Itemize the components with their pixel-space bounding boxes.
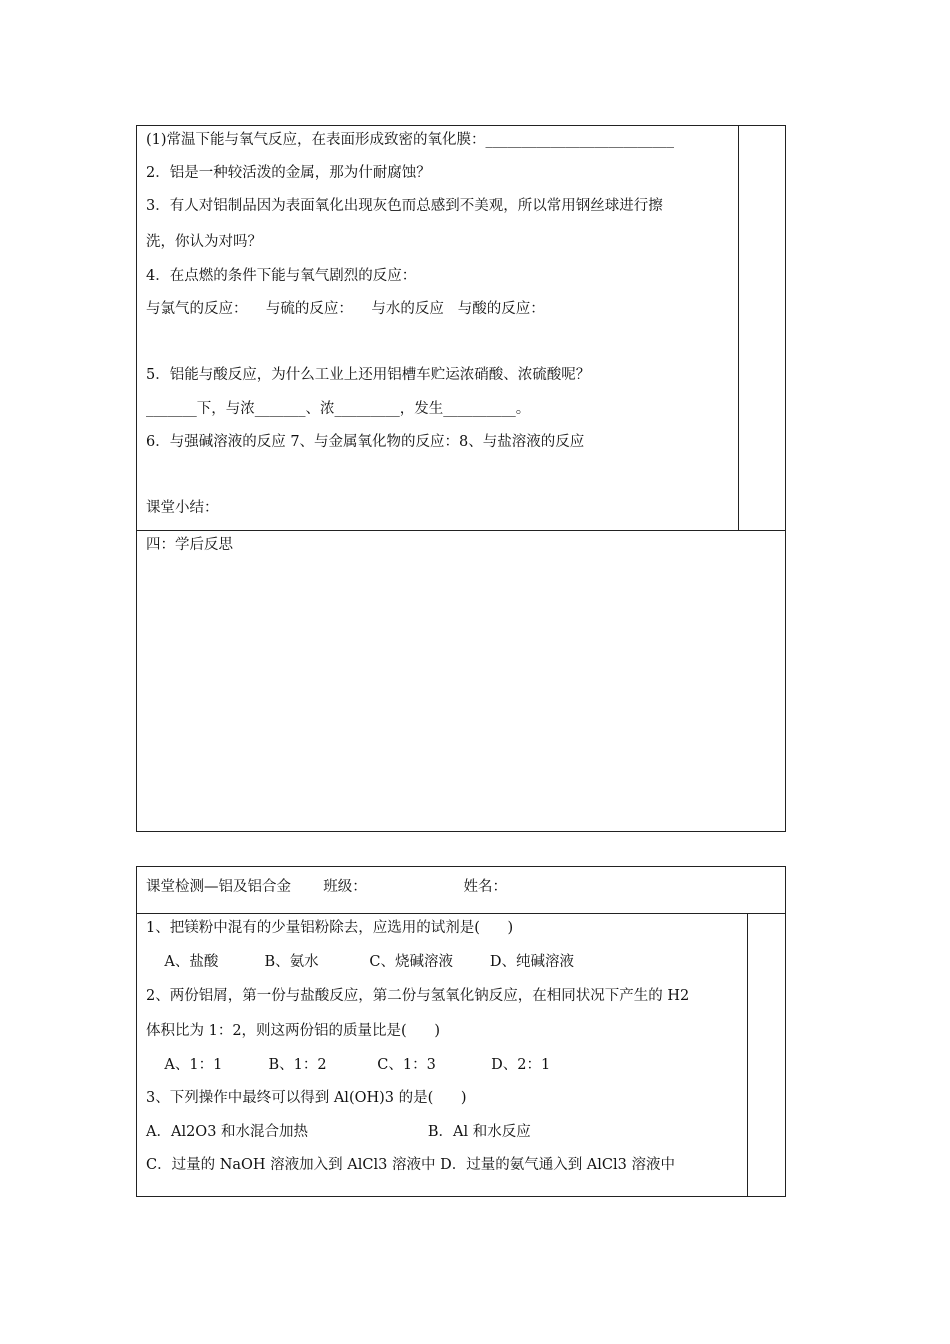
section1-line9: 6．与强碱溶液的反应 7、与金属氧化物的反应：8、与盐溶液的反应 [146, 434, 585, 450]
upper-row-divider [136, 530, 786, 531]
quiz-question-2-options: A、1：1 B、1：2 C、1：3 D、2：1 [146, 1057, 551, 1073]
quiz-question-1-options: A、盐酸 B、氨水 C、烧碱溶液 D、纯碱溶液 [146, 954, 574, 970]
section1-line5: 4．在点燃的条件下能与氧气剧烈的反应： [146, 268, 417, 284]
quiz-question-2-line2: 体积比为 1：2，则这两份铝的质量比是( ) [146, 1023, 441, 1039]
quiz-question-1: 1、把镁粉中混有的少量铝粉除去，应选用的试剂是( ) [146, 920, 514, 936]
quiz-header-divider [136, 913, 786, 914]
section1-line2: 2．铝是一种较活泼的金属，那为什耐腐蚀？ [146, 165, 431, 181]
quiz-question-3: 3、下列操作中最终可以得到 Al(OH)3 的是( ) [146, 1090, 467, 1106]
section1-line3: 3．有人对铝制品因为表面氧化出现灰色而总感到不美观，所以常用钢丝球进行擦 [146, 198, 663, 214]
quiz-column-divider [747, 913, 748, 1197]
reflection-title: 四：学后反思 [146, 537, 233, 553]
section1-line6: 与氯气的反应： 与硫的反应： 与水的反应 与酸的反应： [146, 301, 545, 317]
quiz-question-3-options-cd: C．过量的 NaOH 溶液加入到 AlCl3 溶液中 D．过量的氨气通入到 AlCl3 溶液中 [146, 1157, 675, 1173]
section1-line8: _______下，与浓_______、浓_________，发生__________。 [146, 401, 531, 417]
quiz-question-3-options-ab: A．Al2O3 和水混合加热 B．Al 和水反应 [146, 1124, 531, 1140]
worksheet-table-upper [136, 125, 786, 832]
class-summary-label: 课堂小结： [146, 500, 219, 516]
upper-column-divider [738, 125, 739, 531]
section1-line7: 5．铝能与酸反应，为什么工业上还用铝槽车贮运浓硝酸、浓硫酸呢？ [146, 367, 591, 383]
section1-line4: 洗，你认为对吗？ [146, 234, 262, 250]
quiz-header: 课堂检测—铝及铝合金 班级： 姓名： [146, 879, 508, 895]
section1-line1: (1)常温下能与氧气反应，在表面形成致密的氧化膜：__________________________ [146, 132, 675, 148]
quiz-question-2-line1: 2、两份铝屑，第一份与盐酸反应，第二份与氢氧化钠反应，在相同状况下产生的 H2 [146, 988, 690, 1004]
